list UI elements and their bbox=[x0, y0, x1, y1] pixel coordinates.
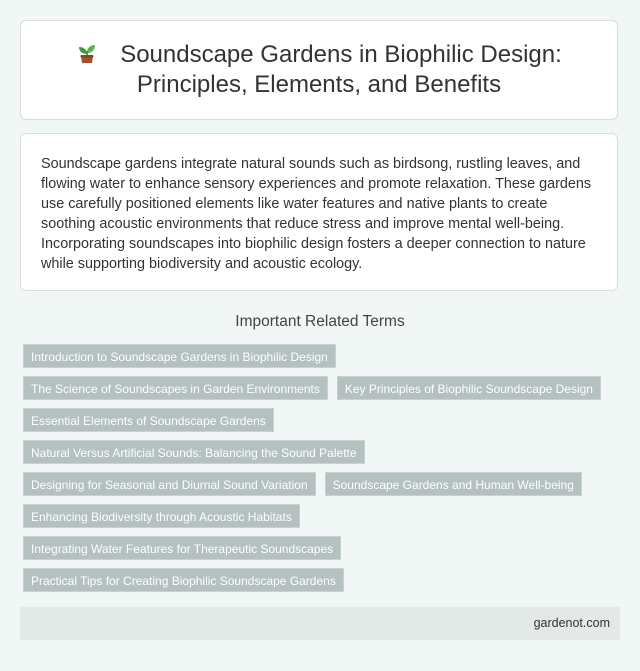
related-term[interactable]: The Science of Soundscapes in Garden Environments bbox=[23, 376, 328, 400]
header-card bbox=[20, 20, 618, 120]
related-term[interactable]: Key Principles of Biophilic Soundscape Design bbox=[337, 376, 601, 400]
summary-card bbox=[20, 133, 618, 291]
summary-text: Soundscape gardens integrate natural sounds such as birdsong, rustling leaves, and flowing water to enhance sensory experiences and promote relaxation. These gardens use carefully positioned elements like water features and native plants to create soothing acoustic environments that reduce stress and improve mental well-being. Incorporating soundscapes into biophilic design fosters a deeper connection to nature while supporting biodiversity and acoustic ecology. bbox=[41, 156, 592, 272]
seedling-icon bbox=[76, 42, 98, 64]
related-term[interactable]: Introduction to Soundscape Gardens in Biophilic Design bbox=[23, 344, 336, 368]
related-term[interactable]: Enhancing Biodiversity through Acoustic Habitats bbox=[23, 504, 300, 528]
footer-site-link[interactable]: gardenot.com bbox=[533, 616, 610, 630]
related-term[interactable]: Practical Tips for Creating Biophilic Soundscape Gardens bbox=[23, 568, 344, 592]
related-term[interactable]: Essential Elements of Soundscape Gardens bbox=[23, 408, 274, 432]
related-terms-list bbox=[23, 344, 603, 592]
related-term[interactable]: Soundscape Gardens and Human Well-being bbox=[325, 472, 582, 496]
page-title-text: Soundscape Gardens in Biophilic Design: Principles, Elements, and Benefits bbox=[120, 41, 562, 98]
footer bbox=[20, 607, 620, 640]
related-term[interactable]: Integrating Water Features for Therapeutic Soundscapes bbox=[23, 536, 341, 560]
related-terms-heading: Important Related Terms bbox=[235, 313, 405, 330]
related-term[interactable]: Designing for Seasonal and Diurnal Sound Variation bbox=[23, 472, 316, 496]
page-title bbox=[59, 40, 579, 100]
related-term[interactable]: Natural Versus Artificial Sounds: Balancing the Sound Palette bbox=[23, 440, 365, 464]
